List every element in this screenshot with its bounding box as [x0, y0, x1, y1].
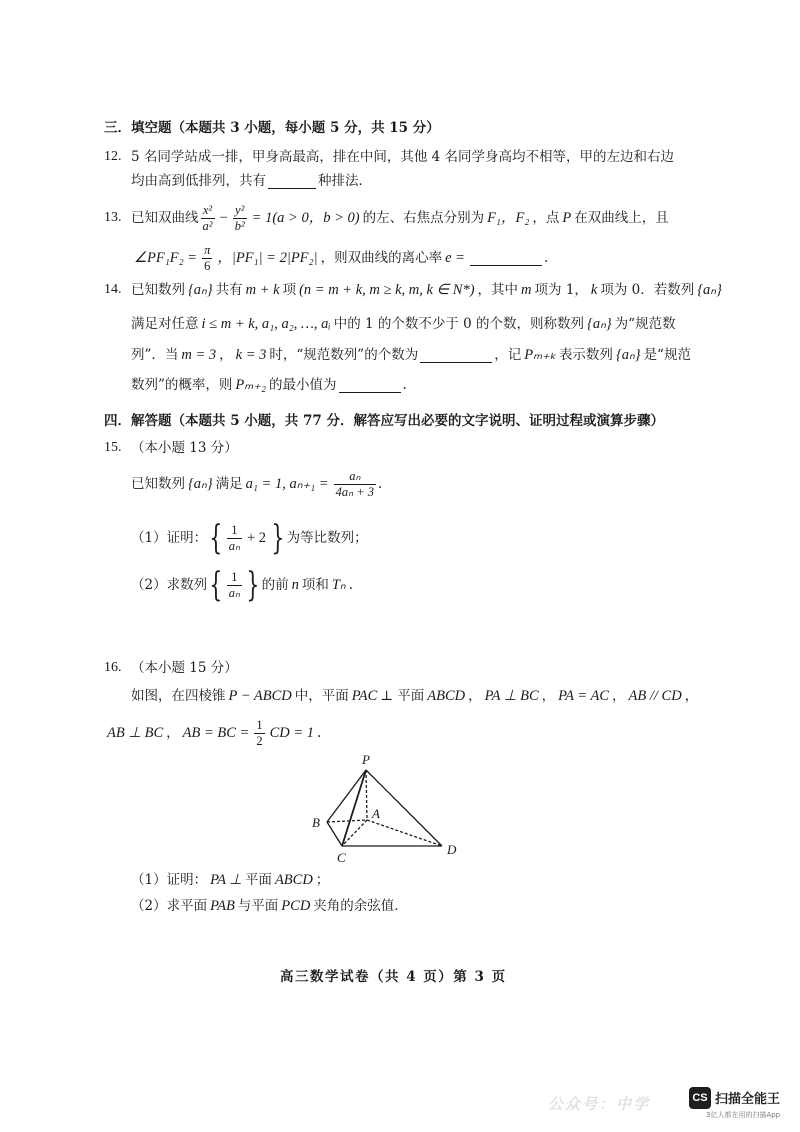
- question-number: 15.: [104, 440, 122, 455]
- math-expression: m = 3: [181, 347, 217, 363]
- scanner-logo-icon: CS: [689, 1087, 711, 1109]
- math-expression: {aₙ}: [587, 316, 612, 332]
- answer-blank: [470, 251, 542, 266]
- section-heading-fill-in: 三．填空题（本题共 3 小题，每小题 5 分，共 15 分）: [104, 120, 440, 136]
- question-text: .: [317, 725, 322, 741]
- question-number: 13.: [104, 210, 122, 225]
- question-text: ，: [468, 688, 482, 704]
- math-expression: AB ⊥ BC: [107, 725, 164, 741]
- math-expression: PA ⊥: [210, 872, 242, 888]
- math-expression: AB // CD: [628, 688, 682, 704]
- question-text: ；: [315, 872, 330, 888]
- math-expression: i ≤ m + k, a₁, a₂, …, aᵢ: [201, 316, 331, 332]
- question-text: ，: [166, 725, 180, 741]
- vertex-label-p: P: [362, 752, 370, 767]
- question-text: 已知双曲线: [131, 210, 199, 226]
- fraction-recurrence: [334, 470, 376, 499]
- question-text: 已知数列: [131, 282, 185, 298]
- fraction-denominator: 6: [204, 258, 211, 273]
- question-text: .: [378, 476, 383, 492]
- fraction-reciprocal: [227, 571, 242, 600]
- edge-pc: [342, 770, 366, 846]
- question-text: 项为 0．若数列: [600, 282, 695, 298]
- fraction-reciprocal: [227, 524, 242, 553]
- question-text: 如图，在四棱锥: [131, 688, 226, 704]
- math-expression: Tₙ: [331, 577, 346, 593]
- math-expression: ABCD: [427, 688, 466, 704]
- math-expression: F₁，F₂: [487, 210, 530, 226]
- answer-blank: [268, 174, 316, 189]
- math-expression: P: [562, 210, 572, 226]
- question-text: .: [348, 577, 353, 593]
- vertex-label-b: B: [312, 815, 320, 830]
- question-text: 已知数列: [131, 476, 185, 492]
- q16-part-2: [131, 896, 408, 916]
- scanner-slogan: 3亿人都在用的扫描App: [706, 1111, 781, 1119]
- q14-line-2: [131, 314, 676, 334]
- vertex-label-c: C: [337, 850, 346, 865]
- question-points: （本小题 15 分）: [131, 660, 238, 676]
- question-text: 均由高到低排列，共有: [131, 173, 266, 189]
- q12-line-1: [104, 147, 674, 167]
- q16-line-2: [104, 717, 322, 748]
- page-footer: 高三数学试卷（共 4 页）第 3 页: [280, 969, 507, 985]
- math-expression: k = 3: [235, 347, 267, 363]
- q16-line-1: [131, 686, 698, 706]
- question-text: 为等比数列；: [286, 530, 368, 546]
- fraction-pi-over-6: [202, 244, 212, 273]
- question-text: （1）证明：: [131, 872, 208, 888]
- fraction-numerator: x²: [201, 204, 215, 219]
- question-text: 是“规范: [643, 347, 691, 363]
- q14-line-1: [104, 280, 725, 300]
- math-expression: PA ⊥ BC: [484, 688, 539, 704]
- math-expression: PCD: [281, 898, 311, 914]
- edge-pa: [366, 770, 367, 820]
- math-expression: Pₘ₊₂: [235, 377, 266, 393]
- math-expression: a₁ = 1, aₙ₊₁ =: [245, 476, 329, 492]
- question-text: 种排法．: [318, 173, 372, 189]
- watermark-text: 公众号：中学: [548, 1095, 651, 1113]
- fraction-denominator: aₙ: [228, 538, 240, 553]
- question-text: 为“规范数: [614, 316, 676, 332]
- question-text: ，: [684, 688, 699, 704]
- q15-part-1: [131, 518, 368, 558]
- question-text: 与平面: [237, 898, 279, 914]
- math-expression: Pₘ₊ₖ: [524, 347, 556, 363]
- question-text: 满足: [215, 476, 243, 492]
- question-text: 在双曲线上，且: [574, 210, 669, 226]
- math-expression: PA = AC: [558, 688, 610, 704]
- question-text: ⊥ 平面: [380, 688, 425, 704]
- question-text: .: [543, 250, 549, 266]
- math-expression: {aₙ}: [188, 282, 213, 298]
- fraction-denominator: aₙ: [228, 585, 240, 600]
- question-text: ，记: [494, 347, 522, 363]
- question-text: .: [402, 377, 407, 393]
- fraction-denominator: a²: [202, 218, 213, 233]
- math-expression: {aₙ}: [697, 282, 722, 298]
- math-expression: m: [521, 282, 532, 298]
- math-expression: CD = 1: [269, 725, 314, 741]
- answer-blank: [420, 348, 492, 363]
- q15-header: [104, 438, 238, 458]
- question-text: 满足对任意: [131, 316, 199, 332]
- answer-blank: [339, 378, 401, 393]
- question-text: 的左、右焦点分别为: [362, 210, 485, 226]
- question-text: 项: [282, 282, 297, 298]
- math-expression: {aₙ}: [615, 347, 641, 363]
- minus-sign: −: [219, 210, 228, 226]
- edge-ad: [367, 820, 442, 846]
- question-text: 的最小值为: [269, 377, 337, 393]
- q13-line-1: [104, 202, 669, 233]
- question-text: 项和: [301, 577, 329, 593]
- right-brace: }: [271, 518, 285, 558]
- vertex-label-d: D: [447, 842, 457, 857]
- question-text: 夹角的余弦值．: [313, 898, 408, 914]
- q12-line-2: [131, 171, 372, 191]
- right-brace: }: [246, 565, 260, 605]
- math-expression: P − ABCD: [228, 688, 292, 704]
- fraction-numerator: 1: [256, 717, 263, 732]
- fraction-numerator: 1: [227, 524, 242, 539]
- fraction-x2-over-a2: [201, 204, 215, 233]
- math-expression: e =: [445, 250, 465, 266]
- fraction-numerator: π: [204, 242, 211, 257]
- math-expression: k: [590, 282, 598, 298]
- question-text: 表示数列: [558, 347, 613, 363]
- fraction-denominator: 2: [256, 733, 263, 748]
- question-text: 共有: [215, 282, 243, 298]
- q14-line-3: [131, 345, 691, 365]
- math-expression: PAC: [351, 688, 378, 704]
- question-text: 中的 1 的个数不少于 0 的个数，则称数列: [333, 316, 585, 332]
- question-number: 12.: [104, 149, 122, 164]
- q14-line-4: [131, 375, 407, 395]
- left-brace: {: [209, 518, 223, 558]
- fraction-numerator: y²: [233, 204, 247, 219]
- section-heading-solutions: 四．解答题（本题共 5 小题，共 77 分．解答应写出必要的文字说明、证明过程或演算步骤）: [104, 413, 664, 429]
- question-text: （2）求平面: [131, 898, 208, 914]
- question-text: ，其中: [477, 282, 519, 298]
- fraction-y2-over-b2: [233, 204, 247, 233]
- pyramid-edges: [327, 770, 442, 846]
- question-text: ，则双曲线的离心率: [320, 250, 443, 266]
- question-text: 项为 1，: [534, 282, 588, 298]
- edge-ab: [327, 820, 367, 822]
- question-number: 14.: [104, 282, 122, 297]
- scanner-app-name: 扫描全能王: [715, 1092, 781, 1107]
- question-points: （本小题 13 分）: [131, 440, 238, 456]
- math-expression: ABCD: [274, 872, 313, 888]
- question-text: ，: [612, 688, 626, 704]
- fraction-denominator: b²: [234, 218, 245, 233]
- math-expression: PAB: [210, 898, 235, 914]
- question-text: 平面: [244, 872, 272, 888]
- question-text: 时，“规范数列”的个数为: [269, 347, 419, 363]
- math-expression: (n = m + k, m ≥ k, m, k ∈ N*): [299, 282, 475, 298]
- q13-line-2: [131, 242, 549, 273]
- math-expression: AB = BC =: [182, 725, 250, 741]
- math-expression: m + k: [245, 282, 280, 298]
- edge-pb: [327, 770, 366, 822]
- math-expression: n: [291, 577, 299, 593]
- vertex-label-a: A: [372, 806, 380, 821]
- fraction-numerator: 1: [227, 571, 242, 586]
- question-text: （1）证明：: [131, 530, 208, 546]
- edge-bc: [327, 822, 342, 846]
- math-expression: = 1(a > 0，b > 0): [251, 210, 360, 226]
- q15-part-2: [131, 565, 353, 605]
- question-number: 16.: [104, 660, 122, 675]
- pyramid-figure: [300, 750, 470, 870]
- question-text: ，: [541, 688, 556, 704]
- question-text: ，: [219, 347, 233, 363]
- question-text: ，点: [532, 210, 560, 226]
- q16-header: [104, 658, 238, 678]
- fraction-denominator: 4aₙ + 3: [335, 484, 375, 499]
- q15-stem: [131, 468, 383, 499]
- math-expression: ，|PF₁| = 2|PF₂|: [217, 250, 318, 266]
- question-text: 5 名同学站成一排，甲身高最高，排在中间，其他 4 名同学身高均不相等，甲的左边和右边: [131, 149, 675, 165]
- fraction-one-half: [254, 719, 264, 748]
- math-expression: + 2: [246, 530, 267, 546]
- question-text: 数列”的概率，则: [131, 377, 233, 393]
- question-text: 的前: [261, 577, 289, 593]
- question-text: 列”．当: [131, 347, 179, 363]
- left-brace: {: [209, 565, 223, 605]
- math-expression: ∠PF₁F₂ =: [134, 250, 198, 266]
- q16-part-1: [131, 870, 329, 890]
- question-text: 中，平面: [294, 688, 349, 704]
- math-expression: {aₙ}: [188, 476, 213, 492]
- fraction-numerator: aₙ: [334, 470, 376, 485]
- question-text: （2）求数列: [131, 577, 208, 593]
